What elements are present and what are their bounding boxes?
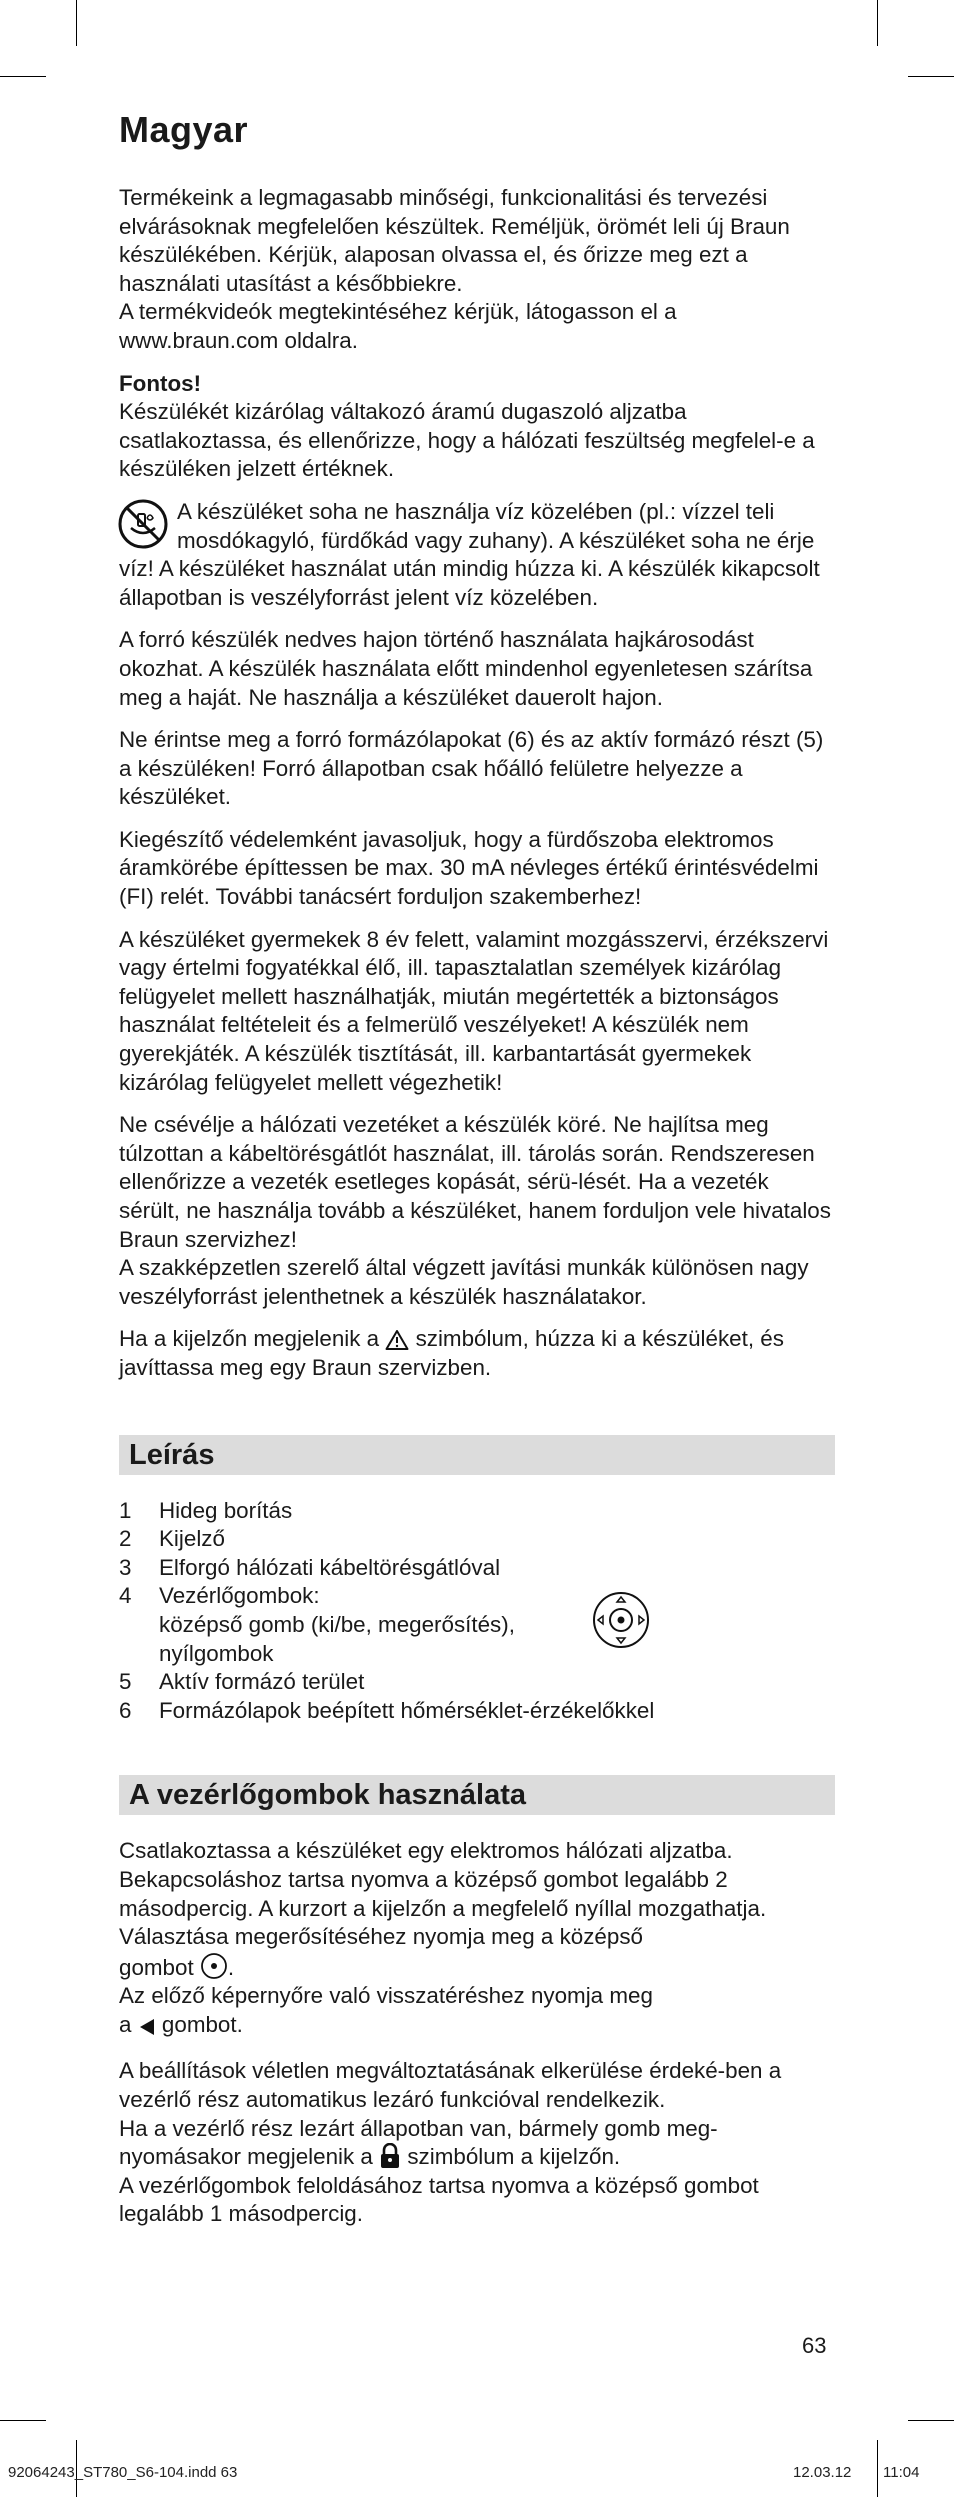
list-item: 2 Kijelző <box>119 1526 225 1552</box>
lock-icon <box>379 2143 401 2169</box>
crop-mark <box>877 0 878 46</box>
list-item: 6 Formázólapok beépített hőmérséklet-érzékelőkkel <box>119 1697 655 1723</box>
warning-triangle-icon <box>385 1329 409 1351</box>
paragraph-children: A készüléket gyermekek 8 év felett, valamint mozgásszervi, érzékszervi vagy értelmi fogyatékkal élő, ill. tapasztalatlan személyek kizárólag felügyelet mellett használhatják, miután megértették a biztonságos használat feltételeit és a felmerülő veszélyeket! A készülék nem gyerekjáték. A készülék tisztítását, ill. karbantartását gyermekek kizárólag felügyelet mellett végezhetik! <box>119 926 829 1095</box>
water-warning: A készüléket soha ne használja víz közelében (pl.: vízzel teli mosdókagyló, fürdőkád vagy zuhany). A készüléket soha ne érje víz! A készüléket használat után mindig húzza ki. A készülék kikapcsolt állapotban is veszélyforrást jelent víz közelében. <box>119 498 820 610</box>
section-heading-description: Leírás <box>119 1435 835 1475</box>
important-text: Készülékét kizárólag váltakozó áramú dugaszoló aljzatba csatlakoztassa, és ellenőrizze, hogy a hálózati feszültség megfelel-e a készüléken jelzett értéknek. <box>119 399 815 482</box>
page-content <box>119 108 835 2243</box>
controls-paragraph-2: A beállítások véletlen megváltoztatásának elkerülése érdeké-ben a vezérlő rész automatikus lezáró funkcióval rendelkezik. Ha a vezérlő rész lezárt állapotban van, bármely gomb meg-nyomásakor megjelenik a szimbólum a kijelzőn. A vezérlőgombok feloldásához tartsa nyomva a középső gombot legalább 1 másodpercig. <box>119 2058 782 2227</box>
list-item: 1 Hideg borítás <box>119 1497 293 1523</box>
footer-file: 92064243_ST780_S6-104.indd 63 <box>8 2464 238 2481</box>
list-item: 3 Elforgó hálózati kábeltörésgátlóval <box>119 1554 501 1580</box>
paragraph-hot-plates: Ne érintse meg a forró formázólapokat (6) és az aktív formázó részt (5) a készüléken! Forró állapotban csak hőálló felületre helyezze a készüléket. <box>119 727 824 810</box>
important-notice <box>119 370 835 484</box>
intro-paragraph: Termékeink a legmagasabb minőségi, funkcionalitási és tervezési elvárásoknak megfelelően készültek. Reméljük, örömét leli új Braun készülékében. Kérjük, alaposan olvassa el, és őrizze meg ezt a használati utasítást a későbbiekre. A termékvideók megtekintéséhez kérjük, látogasson el a www.braun.com oldalra. <box>119 185 790 353</box>
no-water-warning-icon <box>117 498 169 550</box>
list-item: 5 Aktív formázó terület <box>119 1669 365 1695</box>
footer-date: 12.03.12 <box>793 2464 852 2481</box>
section-heading-controls: A vezérlőgombok használata <box>119 1775 835 1815</box>
page-number: 63 <box>802 2333 827 2358</box>
crop-mark <box>908 2420 954 2421</box>
center-button-icon <box>200 1952 228 1980</box>
paragraph-hair: A forró készülék nedves hajon történő használata hajkárosodást okozhat. A készülék használata előtt mindenhol egyenletesen szárítsa meg a haját. Ne használja a készüléket dauerolt hajon. <box>119 627 813 710</box>
left-arrow-icon <box>138 2017 156 2037</box>
page-title: Magyar <box>119 109 249 150</box>
crop-mark <box>908 76 954 77</box>
crop-mark <box>0 2420 46 2421</box>
paragraph-symbol: Ha a kijelzőn megjelenik a szimbólum, húzza ki a készüléket, és javíttassa meg egy Braun szervizben. <box>119 1326 784 1380</box>
crop-mark <box>877 2440 878 2497</box>
list-item: 4 Vezérlőgombok: középső gomb (ki/be, megerősítés), nyílgombok <box>119 1582 835 1668</box>
control-pad-icon <box>591 1590 651 1650</box>
crop-mark <box>0 76 46 77</box>
controls-paragraph-1: Csatlakoztassa a készüléket egy elektromos hálózati aljzatba. Bekapcsoláshoz tartsa nyomva a középső gombot legalább 2 másodpercig. A kurzort a kijelzőn a megfelelő nyíllal mozgathatja. Választása megerősítéséhez nyomja meg a középső gombot . Az előző képernyőre való visszatéréshez nyomja meg a gombot. <box>119 1838 767 2037</box>
description-list <box>119 1497 835 1726</box>
footer-time: 11:04 <box>883 2464 920 2481</box>
crop-mark <box>76 0 77 46</box>
paragraph-fi-relay: Kiegészítő védelemként javasoljuk, hogy a fürdőszoba elektromos áramkörébe építtessen be max. 30 mA névleges értékű érintésvédelmi (FI) relét. További tanácsért forduljon szakemberhez! <box>119 826 819 910</box>
paragraph-cord: Ne csévélje a hálózati vezetéket a készülék köré. Ne hajlítsa meg túlzottan a kábeltörésgátlót használat, ill. tárolás során. Rendszeresen ellenőrizze a vezeték esetleges kopását, sérü-lését. Ha a vezeték sérült, ne használja tovább a készüléket, hanem forduljon vele hivatalos Braun szervizhez! A szakképzetlen szerelő által végzett javítási munkák különösen nagy veszélyforrást jelenthetnek a készülék használatakor. <box>119 1112 831 1309</box>
important-heading: Fontos! <box>119 370 202 396</box>
